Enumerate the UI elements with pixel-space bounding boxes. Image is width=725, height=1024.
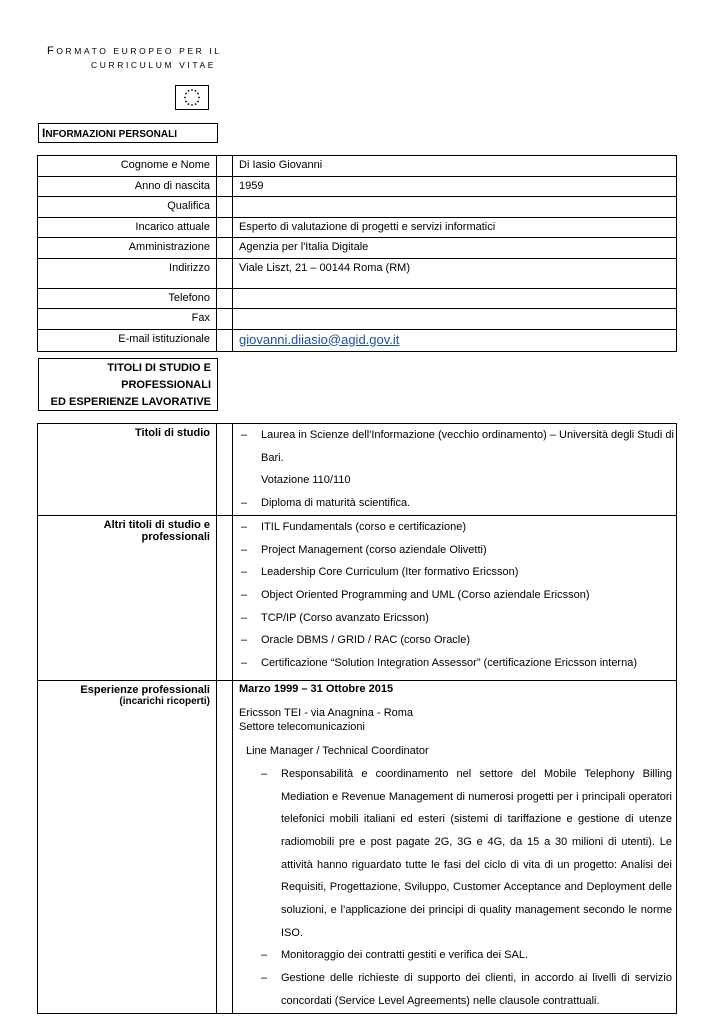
- table-row: Cognome e Nome Di Iasio Giovanni: [38, 156, 677, 177]
- table-row: Incarico attuale Esperto di valutazione di progetti e servizi informatici: [38, 217, 677, 238]
- list-item: – Object Oriented Programming and UML (Corso aziendale Ericsson): [233, 584, 676, 607]
- table-row: Amministrazione Agenzia per l'Italia Digitale: [38, 238, 677, 259]
- experience-role: Line Manager / Technical Coordinator: [246, 744, 429, 757]
- studies-list: [233, 424, 676, 515]
- experience-sector: Settore telecomunicazioni: [239, 720, 365, 733]
- experience-sublabel: (incarichi ricoperti): [119, 695, 210, 707]
- list-item: – Leadership Core Curriculum (Iter formativo Ericsson): [233, 561, 676, 584]
- experience-list: [253, 763, 672, 1013]
- list-item: – Diploma di maturità scientifica.: [233, 492, 676, 515]
- experience-label: Esperienze professionali: [80, 683, 210, 696]
- email-link[interactable]: giovanni.diiasio@agid.gov.it: [239, 331, 400, 347]
- header-line1: FORMATO EUROPEO PER IL: [47, 45, 222, 57]
- list-item: – ITIL Fundamentals (corso e certificazione): [233, 516, 676, 539]
- list-item: – Laurea in Scienze dell'Informazione (vecchio ordinamento) – Università degli Studi di Bari. Votazione 110/110: [233, 424, 676, 492]
- personal-info-table: [37, 155, 677, 352]
- list-item: – Responsabilità e coordinamento nel settore del Mobile Telephony Billing Mediation e Revenue Management di numerosi progetti per i principali operatori telefonici mobili italiani ed esteri (sistemi di tariffazione e gestione di utenze radiomobili pre e post pagate 2G, 3G e 4G, da 15 a 30 milioni di utenti). Le attività hanno riguardato tutte le fasi del ciclo di vita di un progetto: Analisi dei Requisiti, Progettazione, Sviluppo, Customer Acceptance and Deployment delle soluzioni, e l’applicazione dei principi di quality management secondo le norme ISO.: [253, 763, 672, 945]
- studies-label: Titoli di studio: [38, 424, 217, 516]
- list-item: – TCP/IP (Corso avanzato Ericsson): [233, 607, 676, 630]
- list-item: – Oracle DBMS / GRID / RAC (corso Oracle): [233, 629, 676, 652]
- other-titles-label: Altri titoli di studio e professionali: [38, 515, 217, 680]
- document-header: [47, 44, 222, 72]
- personal-info-title: INFORMAZIONI PERSONALI: [38, 123, 218, 143]
- table-row: [38, 680, 677, 1013]
- table-row: [38, 424, 677, 516]
- table-row: Qualifica: [38, 197, 677, 218]
- experience-period: Marzo 1999 – 31 Ottobre 2015: [239, 682, 394, 695]
- experience-employer: Ericsson TEI - via Anagnina - Roma: [239, 706, 414, 719]
- list-item: – Gestione delle richieste di supporto dei clienti, in accordo ai livelli di servizio concordati (Service Level Agreements) nelle clausole contrattuali.: [253, 967, 672, 1012]
- table-row: Telefono: [38, 288, 677, 309]
- list-item: – Project Management (corso aziendale Olivetti): [233, 539, 676, 562]
- table-row: Fax: [38, 309, 677, 330]
- table-row: [38, 515, 677, 680]
- other-titles-list: [233, 516, 676, 675]
- list-item: – Certificazione “Solution Integration Assessor” (certificazione Ericsson interna): [233, 652, 676, 675]
- header-line2: CURRICULUM VITAE: [91, 60, 217, 70]
- cv-content-table: [37, 423, 677, 1014]
- titles-section-title: TITOLI DI STUDIO E PROFESSIONALI ED ESPERIENZE LAVORATIVE: [38, 358, 218, 411]
- table-row: Anno di nascita 1959: [38, 176, 677, 197]
- eu-flag-icon: [175, 85, 209, 110]
- table-row: Indirizzo Viale Liszt, 21 – 00144 Roma (RM): [38, 258, 677, 288]
- table-row: E-mail istituzionale giovanni.diiasio@agid.gov.it: [38, 329, 677, 352]
- list-item: – Monitoraggio dei contratti gestiti e verifica dei SAL.: [253, 944, 672, 967]
